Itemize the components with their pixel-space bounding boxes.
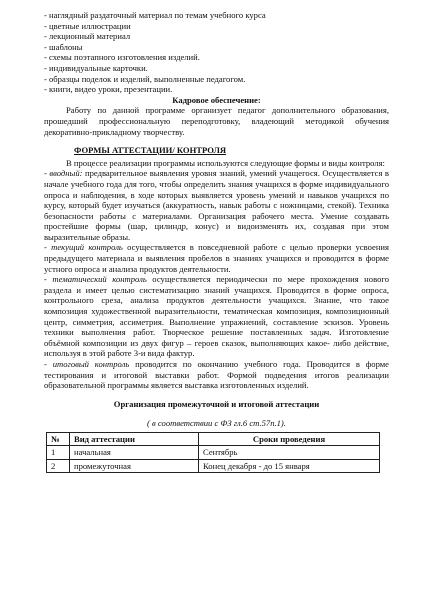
- control-text: проводится по окончанию учебного года. Проводится в форме тестирования и итоговой выставки работ. Формой подведения итогов реализации образовательной программы является выставка изготовленных изделий.: [44, 359, 389, 391]
- list-item: - индивидуальные карточки.: [44, 62, 148, 73]
- control-term: тематический контроль: [52, 274, 147, 285]
- staffing-paragraph: Работу по данной программе организует педагог дополнительного образования, прошедший профессиональную переподготовку, владеющий методикой обучения декоративно-прикладному творчеству.: [44, 105, 389, 137]
- control-text: осуществляется периодически по мере прохождения нового раздела и имеет целью систематизацию знаний учащихся. Проводится в форме опроса, контрольного среза, анализа продуктов деятельности учащихся. Знание, что такое композиция художественной выразительности, тематическая композиция, композиционный центр, симметрия, ассиметрия. Выполнение упражнений, составление эскизов. Уровень техники выполнения работ. Творческое решение поставленных задач. Изготовление объёмной композиции из двух фигур – героев сказок, выполняющих какое- либо действие, используя в этой работе 3-и вида фактур.: [44, 274, 389, 359]
- table-cell: Сентябрь: [199, 446, 380, 460]
- control-form-entry: [44, 242, 389, 274]
- control-text: предварительное выявления уровня знаний, умений учащегося. Осуществляется в начале учебного года для того, чтобы определить знания учащихся в форме индивидуального опроса и наблюдения, в ходе которых выявляется уровень умений и навыков учащихся по курсу, который будет изучаться (аккуратность, навык работы с ножницами, стекой). Техника безопасности работы с материалами. Организация рабочего места. Умение создавать простейшие формы (шар, цилиндр, конус) и видоизменять их, создавая при этом выразительные образы.: [44, 168, 389, 242]
- column-header: Сроки проведения: [199, 432, 380, 446]
- staffing-heading: Кадровое обеспечение:: [172, 94, 261, 105]
- table-row: [47, 459, 380, 473]
- attestation-title: ФОРМЫ АТТЕСТАЦИИ/ КОНТРОЛЯ: [74, 145, 227, 156]
- table-title: Организация промежуточной и итоговой аттестации: [113, 398, 320, 409]
- control-term: итоговый контроль: [52, 359, 130, 369]
- control-text: осуществляется в повседневной работе с целью проверки усвоения предыдущего материала и выявления пробелов в знаниях учащихся и проводится в форме устного опроса и анализа продуктов деятельности.: [44, 242, 389, 274]
- table-cell: 1: [47, 446, 70, 460]
- list-item: - книги, видео уроки, презентации.: [44, 84, 173, 95]
- table-cell: начальная: [70, 446, 199, 460]
- control-term: вводный:: [49, 168, 83, 179]
- control-form-entry: [44, 274, 389, 359]
- table-subtitle: ( в соответствии с ФЗ гл.6 ст.57п.1).: [147, 417, 286, 428]
- table-cell: промежуточная: [70, 459, 199, 473]
- list-item: - схемы поэтапного изготовления изделий.: [44, 52, 200, 63]
- control-term: текущий контроль: [51, 242, 123, 253]
- list-item: - наглядный раздаточный материал по темам учебного курса: [44, 10, 266, 20]
- table-row: [47, 446, 380, 460]
- list-item: - шаблоны: [44, 41, 83, 52]
- attestation-intro: В процессе реализации программы используются следующие формы и виды контроля:: [66, 157, 385, 168]
- table-cell: 2: [47, 459, 70, 473]
- column-header: №: [47, 432, 70, 446]
- table-header-row: [47, 432, 380, 446]
- control-form-entry: [44, 168, 389, 242]
- list-item: - лекционный материал: [44, 31, 131, 42]
- table-cell: Конец декабря - до 15 января: [199, 459, 380, 473]
- list-item: - образцы поделок и изделий, выполненные педагогом.: [44, 73, 246, 84]
- attestation-table: [46, 432, 380, 474]
- dash: -: [44, 242, 52, 253]
- dash: -: [44, 274, 53, 285]
- materials-list: [44, 10, 389, 95]
- document-page: [44, 10, 389, 473]
- control-form-entry: [44, 359, 389, 391]
- dash: -: [44, 168, 50, 179]
- column-header: Вид аттестации: [70, 432, 199, 446]
- list-item: - цветные иллюстрации: [44, 20, 131, 31]
- dash: -: [44, 359, 53, 369]
